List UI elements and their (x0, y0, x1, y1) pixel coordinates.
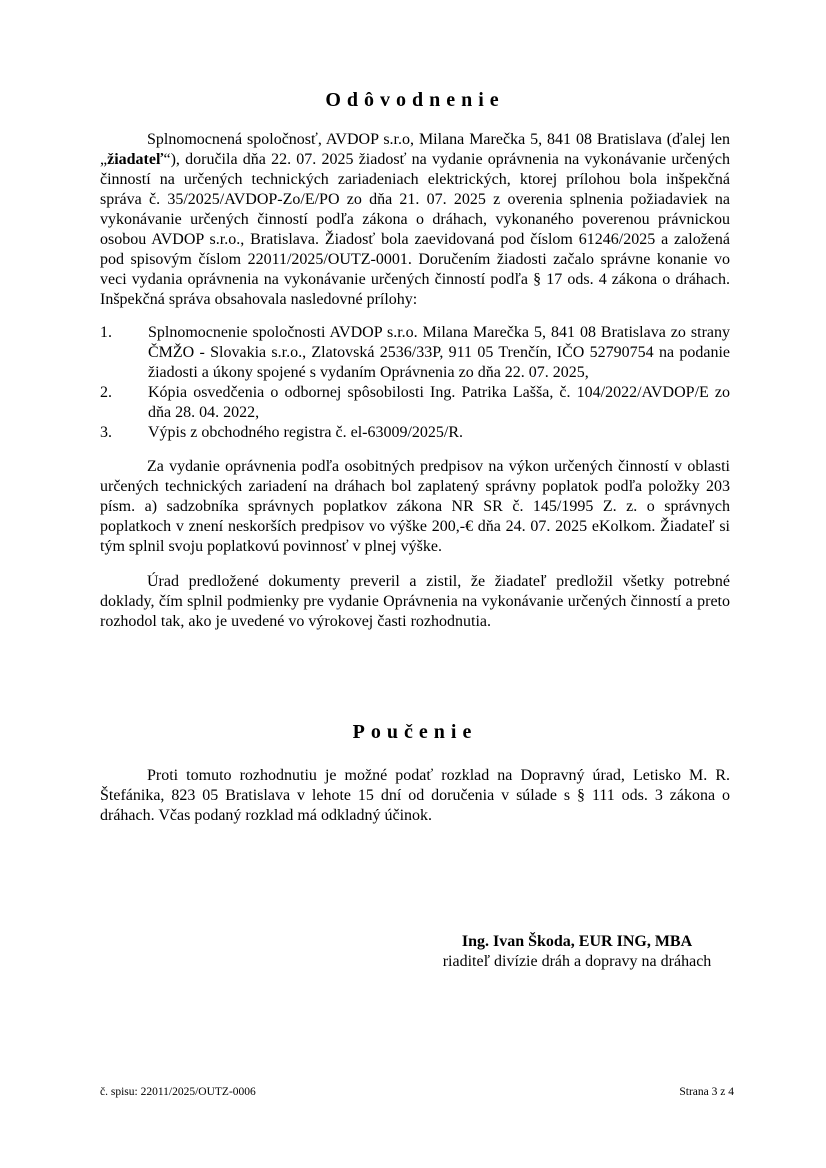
list-item-text: Kópia osvedčenia o odbornej spôsobilosti Ing. Patrika Lašša, č. 104/2022/AVDOP/E zo dňa 28. 04. 2022, (148, 384, 730, 421)
list-item-number: 2. (100, 384, 112, 401)
page-footer (100, 1085, 734, 1099)
applicant-term-bold: žiadateľ (107, 151, 164, 168)
footer-file-number: č. spisu: 22011/2025/OUTZ-0006 (100, 1086, 256, 1098)
paragraph-appeal-instructions: Proti tomuto rozhodnutiu je možné podať rozklad na Dopravný úrad, Letisko M. R. Štefánika, 823 05 Bratislava v lehote 15 dní od doručenia v súlade s § 111 ods. 3 zákona o dráhach. Včas podaný rozklad má odkladný účinok. (100, 767, 730, 824)
paragraph-fee-payment: Za vydanie oprávnenia podľa osobitných predpisov na výkon určených činností v oblasti určených technických zariadení na dráhach bol zaplatený správny poplatok podľa položky 203 písm. a) sadzobníka správnych poplatkov zákona NR SR č. 145/1995 Z. z. o správnych poplatkoch v znení neskorších predpisov vo výške 200,-€ dňa 24. 07. 2025 eKolkom. Žiadateľ si tým splnil svoju poplatkovú povinnosť v plnej výške. (100, 458, 730, 555)
signatory-name: Ing. Ivan Škoda, EUR ING, MBA (461, 933, 693, 950)
signatory-title: riaditeľ divízie dráh a dopravy na dráhach (442, 953, 712, 970)
attachment-list (100, 323, 730, 443)
footer-page-number: Strana 3 z 4 (679, 1086, 734, 1098)
list-item (100, 323, 730, 383)
paragraph-review-conclusion: Úrad predložené dokumenty preveril a zistil, že žiadateľ predložil všetky potrebné doklady, čím splnil podmienky pre vydanie Oprávnenia na vykonávanie určených činností a preto rozhodol tak, ako je uvedené vo výrokovej časti rozhodnutia. (100, 573, 730, 630)
heading-poucenie: Poučenie (352, 721, 478, 743)
list-item-text: Splnomocnenie spoločnosti AVDOP s.r.o. Milana Marečka 5, 841 08 Bratislava zo strany ČMŽO - Slovakia s.r.o., Zlatovská 2536/33P, 911 05 Trenčín, IČO 52790754 na podanie žiadosti a úkony spojené s vydaním Oprávnenia zo dňa 22. 07. 2025, (148, 324, 730, 381)
paragraph-applicant-suffix: “), doručila dňa 22. 07. 2025 žiadosť na vydanie oprávnenia na vykonávanie určených činností na určených technických zariadeniach elektrických, ktorej prílohou bola inšpekčná správa č. 35/2025/AVDOP-Zo/E/PO zo dňa 21. 07. 2025 z overenia splnenia požiadaviek na vykonávanie určených činností podľa zákona o dráhach, vykonaného poverenou právnickou osobou AVDOP s.r.o., Bratislava. Žiadosť bola zaevidovaná pod číslom 61246/2025 a založená pod spisovým číslom 22011/2025/OUTZ-0001. Doručením žiadosti začalo správne konanie vo veci vydania oprávnenia na vykonávanie určených činností podľa § 17 ods. 4 zákona o dráhach. Inšpekčná správa obsahovala nasledovné prílohy: (100, 151, 730, 308)
heading-odovodnenie: Odôvodnenie (325, 89, 505, 111)
signature-block (424, 932, 730, 972)
list-item (100, 423, 730, 443)
paragraph-application-intro (100, 130, 730, 310)
list-item-number: 3. (100, 424, 112, 441)
list-item-text: Výpis z obchodného registra č. el-63009/2025/R. (148, 424, 464, 441)
paragraph-applicant-prefix: Splnomocnená spoločnosť, AVDOP s.r.o, Milana Marečka 5, 841 08 Bratislava (ďalej len „ (100, 131, 730, 168)
list-item (100, 383, 730, 423)
list-item-number: 1. (100, 324, 112, 341)
